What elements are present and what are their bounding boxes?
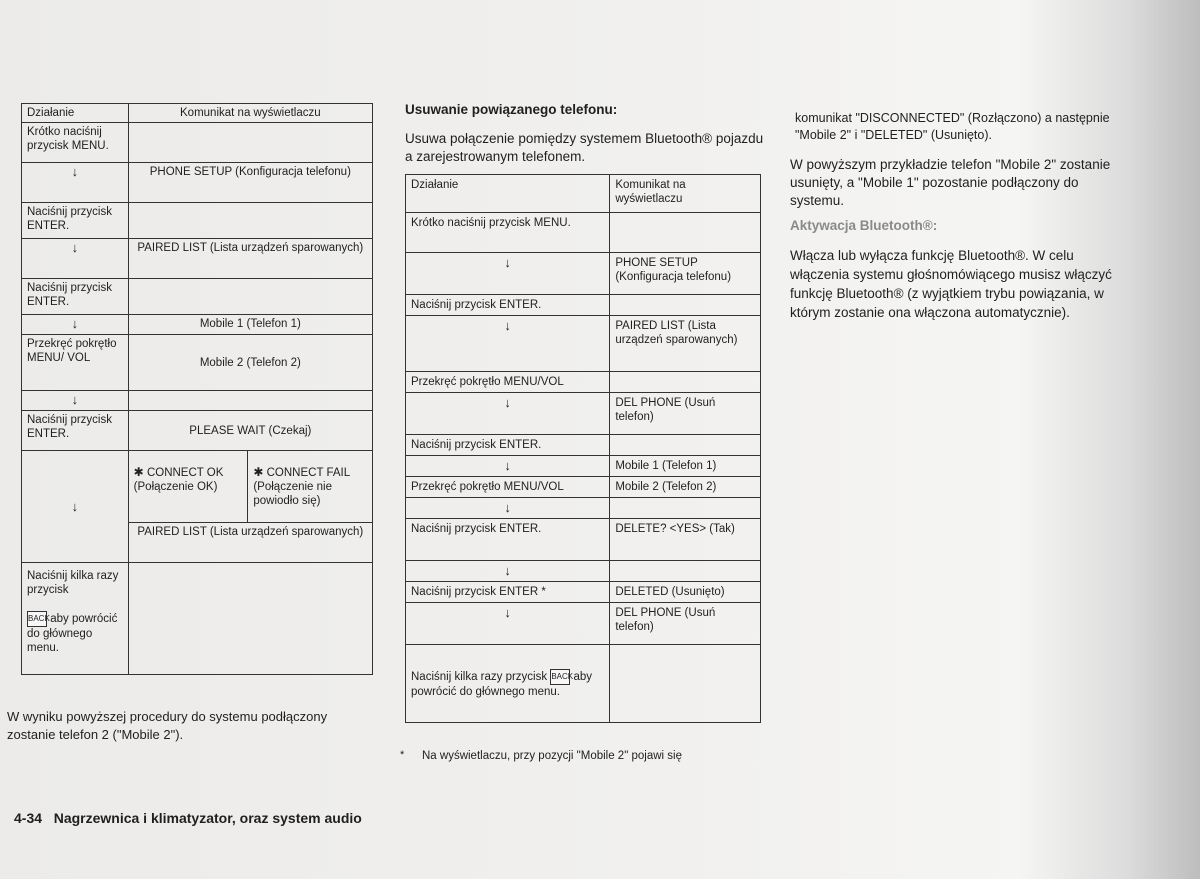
table-row	[406, 561, 761, 582]
back-action-cell	[406, 645, 610, 723]
action-cell: Naciśnij przycisk ENTER.	[22, 279, 129, 315]
table-row	[22, 279, 373, 315]
arrow-cell: ↓	[22, 451, 129, 563]
right-paragraph-3: Włącza lub wyłącza funkcję Bluetooth®. W celu włączenia systemu głośnomówiącego musisz włączyć funkcję Bluetooth® (z wyjątkiem trybu powiązania, w którym zostanie ona włączona automatycznie).	[790, 248, 1112, 320]
middle-procedure-table	[405, 174, 761, 723]
message-cell: Mobile 2 (Telefon 2)	[128, 335, 372, 391]
message-cell: Mobile 2 (Telefon 2)	[610, 477, 761, 498]
message-cell: Mobile 1 (Telefon 1)	[128, 315, 372, 335]
table-row	[406, 645, 761, 723]
section-title: Nagrzewnica i klimatyzator, oraz system audio	[53, 810, 362, 826]
message-cell	[128, 563, 372, 675]
page-number: 4-34	[14, 810, 43, 826]
arrow-cell: ↓	[406, 393, 610, 435]
footnote-text: Na wyświetlaczu, przy pozycji "Mobile 2" pojawi się	[422, 750, 682, 762]
table-row	[22, 239, 373, 279]
message-cell: Mobile 1 (Telefon 1)	[610, 456, 761, 477]
arrow-cell: ↓	[406, 561, 610, 582]
message-cell: PHONE SETUP (Konfiguracja telefonu)	[610, 253, 761, 295]
table-row	[22, 315, 373, 335]
table-row	[406, 213, 761, 253]
connect-fail-cell	[248, 451, 373, 523]
arrow-cell: ↓	[406, 316, 610, 372]
arrow-cell: ↓	[22, 239, 129, 279]
back-button-icon: BACK	[27, 611, 47, 627]
table-row	[22, 163, 373, 203]
action-cell: Naciśnij przycisk ENTER.	[406, 435, 610, 456]
message-cell	[610, 561, 761, 582]
action-cell: Naciśnij przycisk ENTER.	[406, 295, 610, 316]
header-message: Komunikat na wyświetlaczu	[610, 175, 761, 213]
action-cell: Naciśnij przycisk ENTER.	[22, 411, 129, 451]
message-cell	[610, 498, 761, 519]
message-cell: DEL PHONE (Usuń telefon)	[610, 603, 761, 645]
bluetooth-icon: ✱	[133, 465, 144, 479]
arrow-cell: ↓	[406, 456, 610, 477]
right-paragraph-1: komunikat "DISCONNECTED" (Rozłączono) a następnie "Mobile 2" i "DELETED" (Usunięto).	[795, 111, 1110, 142]
bluetooth-icon: ✱	[253, 465, 264, 479]
message-cell	[128, 391, 372, 411]
message-cell	[128, 279, 372, 315]
back-action-text-2: aby powrócić do głównego menu.	[411, 670, 593, 698]
table-row	[406, 435, 761, 456]
back-action-text-2: aby powrócić do głównego menu.	[27, 613, 118, 654]
action-cell: Naciśnij przycisk ENTER.	[22, 203, 129, 239]
message-cell: PLEASE WAIT (Czekaj)	[128, 411, 372, 451]
table-row	[406, 603, 761, 645]
right-paragraph-2: W powyższym przykładzie telefon "Mobile 2" zostanie usunięty, a "Mobile 1" pozostanie podłączony do systemu.	[790, 157, 1111, 208]
right-heading: Aktywacja Bluetooth®:	[790, 218, 938, 233]
table-row	[406, 519, 761, 561]
table-header-row	[406, 175, 761, 213]
back-button-icon: BACK	[550, 669, 570, 685]
arrow-cell: ↓	[406, 498, 610, 519]
middle-heading: Usuwanie powiązanego telefonu:	[405, 102, 618, 117]
action-cell: Naciśnij przycisk ENTER *	[406, 582, 610, 603]
message-cell: DELETE? <YES> (Tak)	[610, 519, 761, 561]
connect-fail-text: CONNECT FAIL (Połączenie nie powiodło się)	[253, 467, 350, 507]
action-cell: Przekręć pokrętło MENU/VOL	[406, 477, 610, 498]
message-cell	[610, 372, 761, 393]
table-row	[406, 316, 761, 372]
table-row	[406, 295, 761, 316]
table-row	[406, 393, 761, 435]
left-note: W wyniku powyższej procedury do systemu podłączony zostanie telefon 2 ("Mobile 2").	[7, 709, 328, 742]
table-row	[22, 391, 373, 411]
header-action: Działanie	[22, 104, 129, 123]
message-cell	[610, 213, 761, 253]
table-row	[406, 477, 761, 498]
table-row	[22, 451, 373, 523]
message-cell: PAIRED LIST (Lista urządzeń sparowanych)	[128, 239, 372, 279]
table-row	[22, 203, 373, 239]
arrow-cell: ↓	[406, 603, 610, 645]
footnote-mark: *	[400, 749, 405, 761]
back-action-cell	[22, 563, 129, 675]
table-row	[22, 411, 373, 451]
message-cell	[610, 645, 761, 723]
table-row	[22, 123, 373, 163]
message-cell: PAIRED LIST (Lista urządzeń sparowanych)	[610, 316, 761, 372]
arrow-cell: ↓	[22, 391, 129, 411]
message-cell	[128, 203, 372, 239]
connect-ok-text: CONNECT OK (Połączenie OK)	[133, 467, 224, 493]
arrow-cell: ↓	[22, 315, 129, 335]
back-action-text: Naciśnij kilka razy przycisk	[411, 670, 548, 683]
message-cell: DEL PHONE (Usuń telefon)	[610, 393, 761, 435]
message-cell	[610, 435, 761, 456]
table-row	[406, 582, 761, 603]
header-message: Komunikat na wyświetlaczu	[128, 104, 372, 123]
action-cell: Krótko naciśnij przycisk MENU.	[22, 123, 129, 163]
middle-intro: Usuwa połączenie pomiędzy systemem Bluetooth® pojazdu a zarejestrowanym telefonem.	[405, 131, 764, 164]
arrow-cell: ↓	[406, 253, 610, 295]
action-cell: Krótko naciśnij przycisk MENU.	[406, 213, 610, 253]
arrow-cell: ↓	[22, 163, 129, 203]
table-row	[406, 253, 761, 295]
table-row	[406, 498, 761, 519]
table-header-row	[22, 104, 373, 123]
action-cell: Naciśnij przycisk ENTER.	[406, 519, 610, 561]
back-action-text: Naciśnij kilka razy przycisk	[27, 570, 119, 596]
connect-ok-cell	[128, 451, 248, 523]
message-cell: DELETED (Usunięto)	[610, 582, 761, 603]
table-row	[22, 335, 373, 391]
message-cell: PAIRED LIST (Lista urządzeń sparowanych)	[128, 523, 372, 563]
message-cell	[610, 295, 761, 316]
action-cell: Przekręć pokrętło MENU/ VOL	[22, 335, 129, 391]
table-row	[22, 563, 373, 675]
message-cell	[128, 123, 372, 163]
table-row	[406, 372, 761, 393]
message-cell: PHONE SETUP (Konfiguracja telefonu)	[128, 163, 372, 203]
action-cell: Przekręć pokrętło MENU/VOL	[406, 372, 610, 393]
table-row	[406, 456, 761, 477]
header-action: Działanie	[406, 175, 610, 213]
left-procedure-table	[21, 103, 373, 675]
page-footer	[14, 810, 362, 826]
